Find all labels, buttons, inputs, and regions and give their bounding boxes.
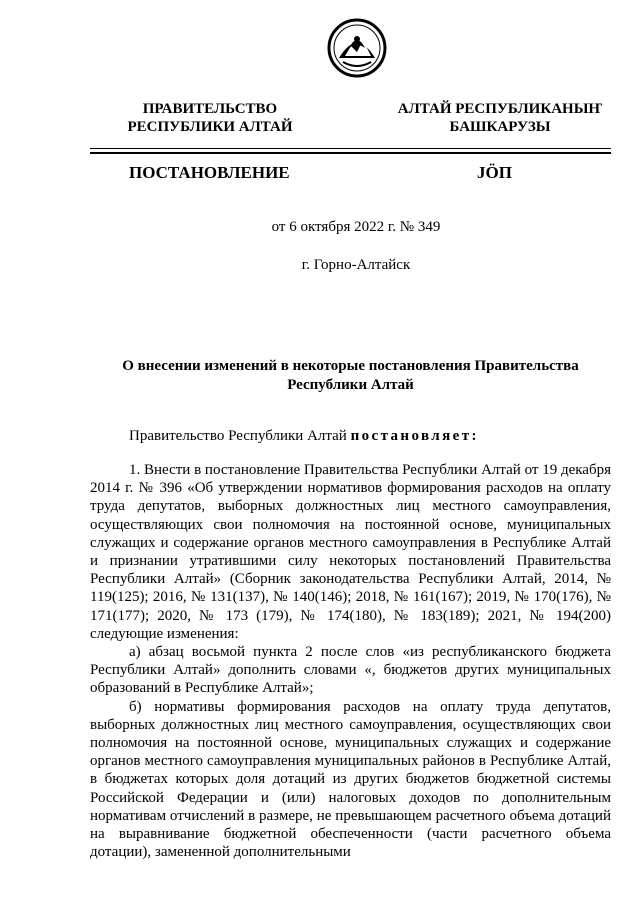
header-divider-thin: [90, 148, 611, 149]
header-divider-thick: [90, 152, 611, 154]
header-right-line1: АЛТАЙ РЕСПУБЛИКАНЫҤ: [397, 101, 603, 117]
government-name-altai: [380, 100, 620, 136]
doc-type-russian: ПОСТАНОВЛЕНИЕ: [129, 163, 290, 182]
doc-type-altai: JӦП: [477, 163, 512, 182]
government-name-russian: [90, 100, 330, 136]
document-title: О внесении изменений в некоторые постановления Правительства Республики Алтай: [122, 358, 579, 393]
document-date-number: от 6 октября 2022 г. № 349: [271, 219, 441, 235]
intro-prefix: Правительство Республики Алтай: [129, 428, 351, 444]
coat-of-arms-emblem-icon: [327, 18, 387, 78]
paragraph-b: б) нормативы формирования расходов на оплату труда депутатов, выборных должностных лиц местного самоуправления, осуществляющих свои полномочия на постоянной основе, муниципальных служащих и содержание органов местного самоуправления муниципальных районов в Республике Алтай, в бюджетах которых доля дотаций из других бюджетов бюджетной системы Российской Федерации и (или) налоговых доходов по дополнительным нормативам отчислений в размере, не превышающем расчетного объема дотаций на выравнивание бюджетной обеспеченности (части расчетного объема дотации), замененной дополнительными: [90, 698, 611, 861]
paragraph-1: 1. Внести в постановление Правительства Республики Алтай от 19 декабря 2014 г. № 396 «Об утверждении нормативов формирования расходов на оплату труда депутатов, выборных должностных лиц местного самоуправления, осуществляющих свои полномочия на постоянной основе, муниципальных служащих и содержание органов местного самоуправления в Республике Алтай и признании утратившими силу некоторых постановлений Правительства Республики Алтай» (Сборник законодательства Республики Алтай, 2014, № 119(125); 2016, № 131(137), № 140(146); 2018, № 161(167); 2019, № 170(176), № 171(177); 2020, № 173 (179), № 174(180), № 183(189); 2021, № 194(200) следующие изменения:: [90, 462, 611, 642]
header-left-line1: ПРАВИТЕЛЬСТВО: [142, 101, 278, 117]
paragraph-a: а) абзац восьмой пункта 2 после слов «из республиканского бюджета Республики Алтай» дополнить словами «, бюджетов других муниципальных образований в Республике Алтай»;: [90, 644, 611, 697]
intro-line: [129, 428, 479, 445]
header-left-line2: РЕСПУБЛИКИ АЛТАЙ: [127, 119, 293, 135]
document-body: [90, 461, 611, 861]
header-right-line2: БАШКАРУЗЫ: [449, 119, 551, 135]
document-city: г. Горно-Алтайск: [301, 257, 411, 273]
intro-verb: постановляет:: [350, 428, 479, 444]
